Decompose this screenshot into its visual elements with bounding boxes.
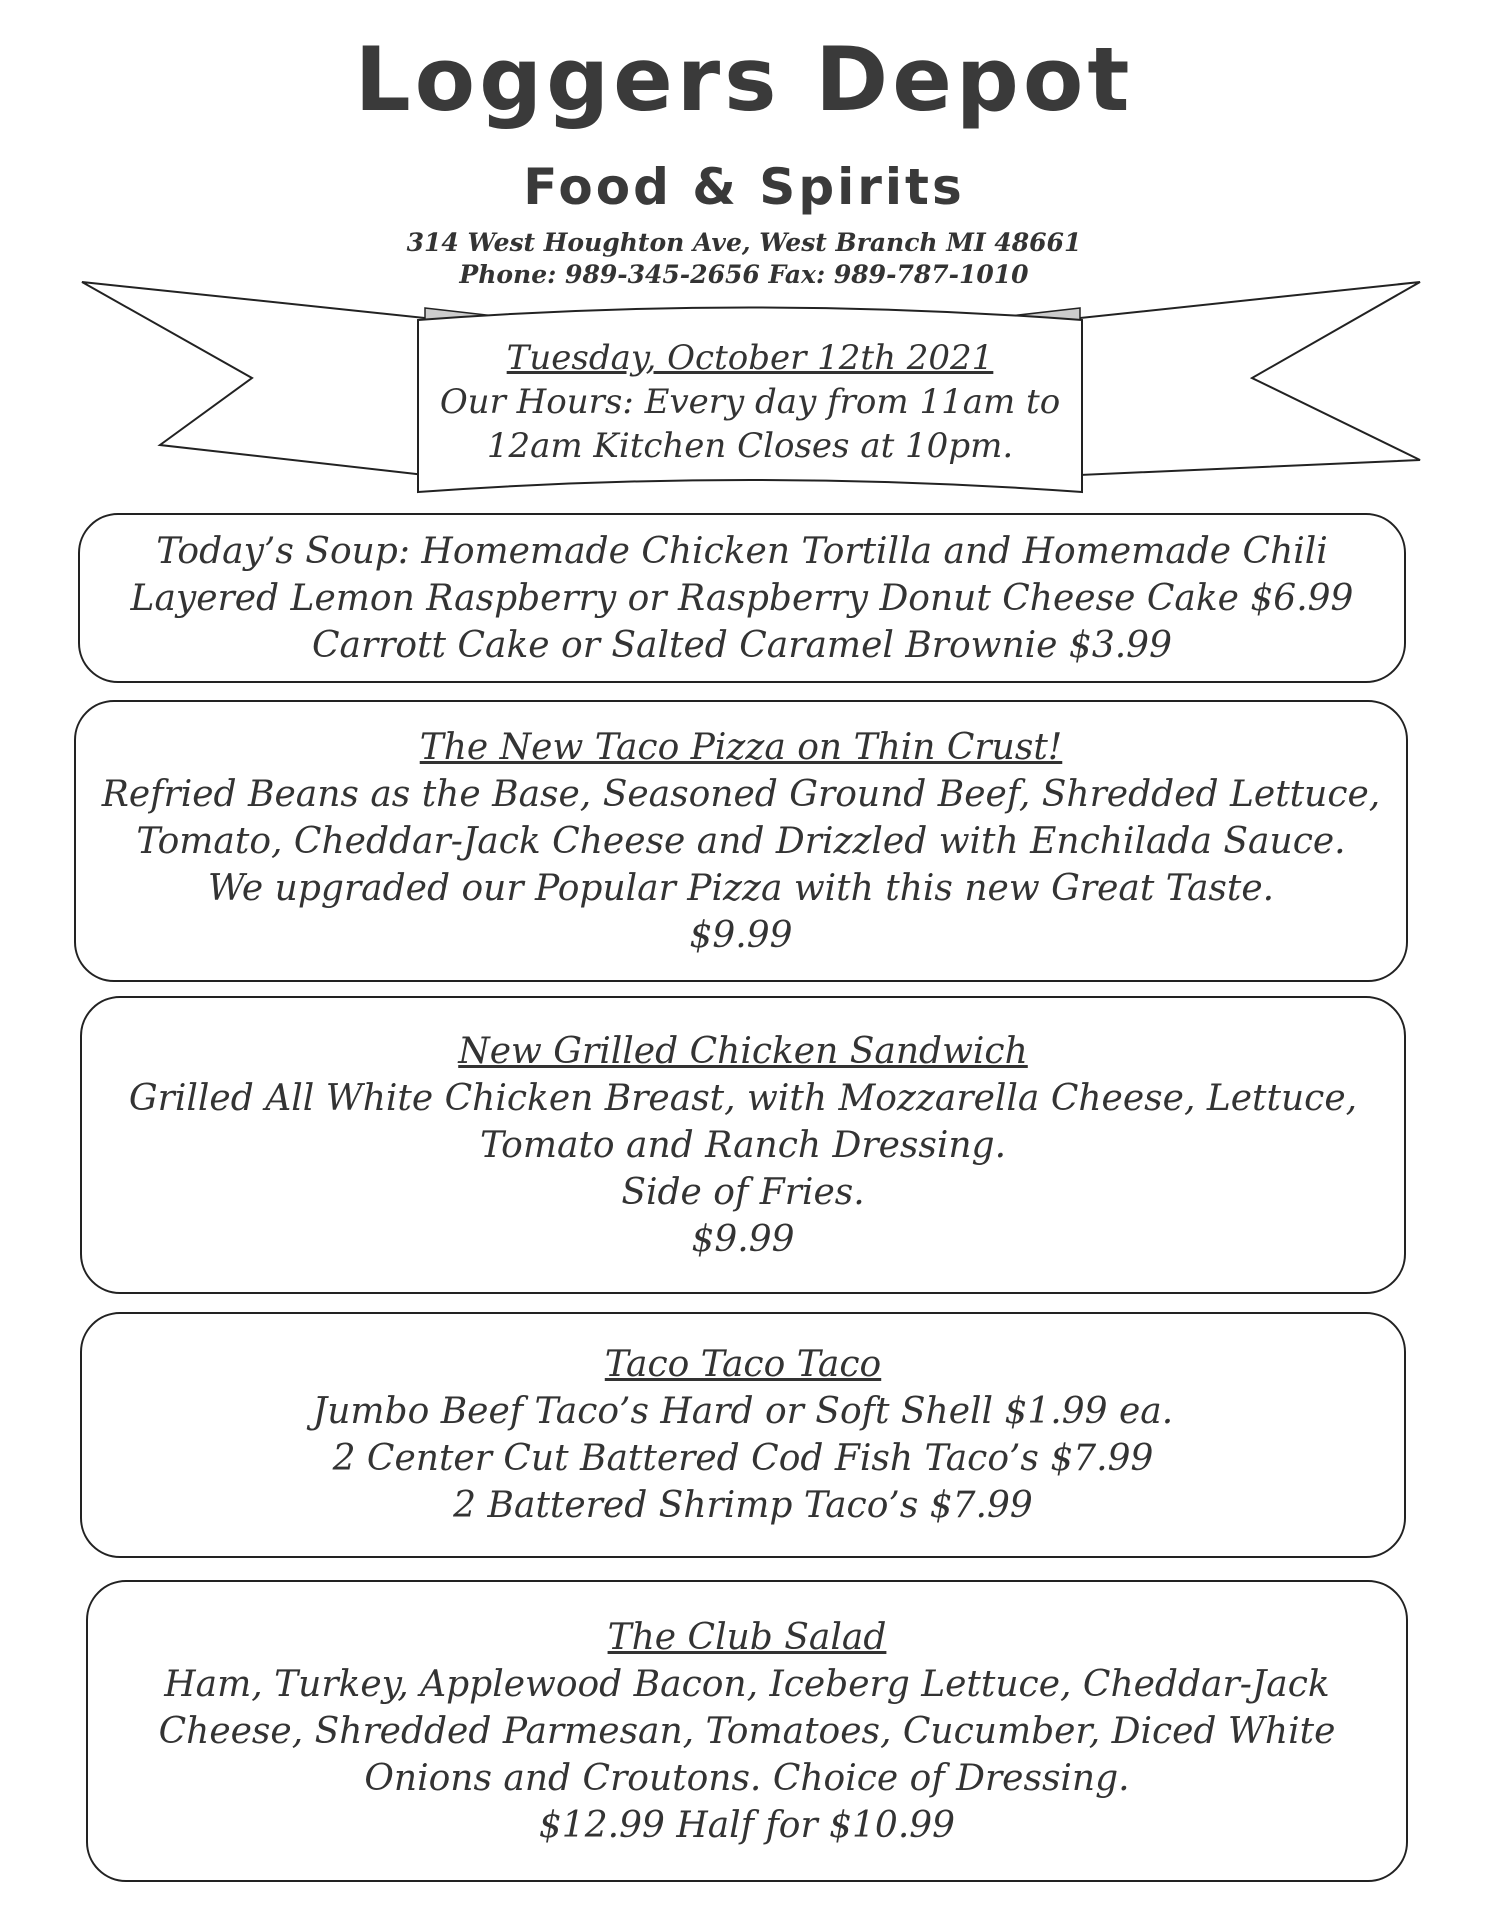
cake-brownie-line: Carrott Cake or Salted Caramel Brownie $3.99 xyxy=(311,624,1172,666)
chicken-sandwich-line-2: Tomato and Ranch Dressing. xyxy=(479,1124,1007,1166)
cheesecake-line: Layered Lemon Raspberry or Raspberry Donut Cheese Cake $6.99 xyxy=(130,577,1354,619)
tacos-box xyxy=(80,1312,1406,1558)
taco-pizza-line-3: We upgraded our Popular Pizza with this new Great Taste. xyxy=(207,867,1275,909)
chicken-sandwich-line-3: Side of Fries. xyxy=(621,1171,865,1213)
menu-date: Tuesday, October 12th 2021 xyxy=(506,338,994,378)
taco-pizza-line-2: Tomato, Cheddar-Jack Cheese and Drizzled with Enchilada Sauce. xyxy=(136,820,1346,862)
chicken-sandwich-line-1: Grilled All White Chicken Breast, with Mozzarella Cheese, Lettuce, xyxy=(128,1077,1358,1119)
taco-pizza-price: $9.99 xyxy=(689,914,793,956)
soup-dessert-box xyxy=(78,513,1406,683)
club-salad-line-2: Cheese, Shredded Parmesan, Tomatoes, Cucumber, Diced White xyxy=(158,1710,1336,1752)
restaurant-address: 314 West Houghton Ave, West Branch MI 48661 xyxy=(406,228,1082,257)
chicken-sandwich-heading: New Grilled Chicken Sandwich xyxy=(458,1030,1028,1072)
chicken-sandwich-price: $9.99 xyxy=(691,1218,795,1260)
club-salad-line-3: Onions and Croutons. Choice of Dressing. xyxy=(364,1757,1130,1799)
club-salad-line-1: Ham, Turkey, Applewood Bacon, Iceberg Lettuce, Cheddar-Jack xyxy=(164,1663,1330,1705)
club-salad-price: $12.99 Half for $10.99 xyxy=(538,1804,956,1846)
taco-pizza-heading: The New Taco Pizza on Thin Crust! xyxy=(419,726,1063,768)
hours-banner xyxy=(420,336,1080,468)
tacos-line-1: Jumbo Beef Taco’s Hard or Soft Shell $1.99 ea. xyxy=(312,1391,1174,1432)
soup-line: Today’s Soup: Homemade Chicken Tortilla and Homemade Chili xyxy=(156,530,1328,572)
restaurant-subtitle: Food & Spirits xyxy=(523,158,965,216)
tacos-heading: Taco Taco Taco xyxy=(604,1344,882,1385)
tacos-line-3: 2 Battered Shrimp Taco’s $7.99 xyxy=(453,1485,1033,1526)
club-salad-box xyxy=(86,1580,1408,1882)
restaurant-contact: Phone: 989-345-2656 Fax: 989-787-1010 xyxy=(459,260,1029,289)
restaurant-name: Loggers Depot xyxy=(354,28,1134,131)
chicken-sandwich-box xyxy=(80,996,1406,1294)
club-salad-heading: The Club Salad xyxy=(607,1616,887,1658)
taco-pizza-line-1: Refried Beans as the Base, Seasoned Ground Beef, Shredded Lettuce, xyxy=(101,773,1381,815)
hours-line-1: Our Hours: Every day from 11am to xyxy=(439,382,1061,422)
hours-line-2: 12am Kitchen Closes at 10pm. xyxy=(486,426,1014,466)
taco-pizza-box xyxy=(74,700,1408,982)
tacos-line-2: 2 Center Cut Battered Cod Fish Taco’s $7.99 xyxy=(332,1438,1154,1479)
